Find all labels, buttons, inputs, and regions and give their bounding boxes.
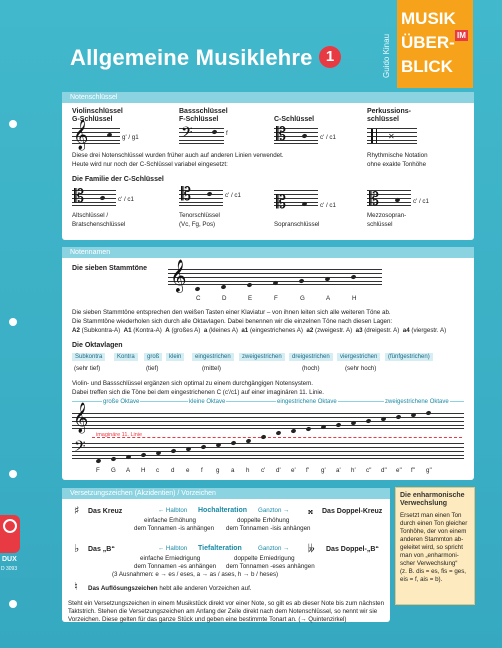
body-text: einfache Erhöhung bbox=[144, 517, 196, 524]
note-name: d'' bbox=[381, 467, 387, 474]
note-name: E bbox=[248, 295, 253, 302]
body-text: (3 Ausnahmen: e → es / eses, a → as / ases, h → b / heses) bbox=[112, 571, 279, 578]
box-text: (z. B. dis = es, fis = ges, bbox=[400, 568, 467, 575]
note-name: e'' bbox=[396, 467, 402, 474]
semitone-label: ← Halbton bbox=[158, 507, 188, 514]
box-text: durch einen Ton gleicher bbox=[400, 520, 468, 527]
body-text: ohne exakte Tonhöhe bbox=[367, 161, 427, 168]
octave-desc: (hoch) bbox=[302, 365, 320, 372]
octave-desc: (sehr tief) bbox=[74, 365, 101, 372]
note-icon bbox=[220, 284, 226, 289]
publisher-icon bbox=[3, 519, 17, 533]
clef-note-label: c' / c1 bbox=[413, 198, 429, 205]
note-name: g'' bbox=[426, 467, 432, 474]
body-text: Steht ein Versetzungszeichen in einem Musikstück direkt vor einer Note, so gilt es ab dieser Note bis zum nächsten bbox=[68, 600, 385, 607]
note-icon bbox=[305, 426, 311, 431]
vorzeichen-card bbox=[62, 488, 390, 622]
bass-clef-subtitle: F-Schlüssel bbox=[179, 116, 219, 123]
percussion-clef-title: Perkussions- bbox=[367, 108, 411, 115]
octave-box: klein bbox=[166, 353, 184, 361]
note-name: A bbox=[326, 295, 331, 302]
flat-title: Das „B“ bbox=[88, 546, 115, 553]
note-name: A bbox=[126, 467, 131, 474]
page-title: Allgemeine Musiklehre bbox=[70, 45, 313, 70]
body-text: einfache Erniedrigung bbox=[140, 555, 201, 562]
note-icon bbox=[110, 456, 116, 461]
box-text: Ersetzt man einen Ton bbox=[400, 512, 462, 519]
semitone-label: ← Halbton bbox=[158, 545, 188, 552]
octave-label: eingestrichene Oktave bbox=[277, 399, 337, 405]
whole-tone-label: Ganzton → bbox=[258, 545, 290, 552]
treble-clef-icon: 𝄞 bbox=[73, 120, 89, 150]
percussion-clef-icon bbox=[371, 129, 377, 143]
clef-note-label: c' / c1 bbox=[320, 202, 336, 209]
clef-name: Mezzosopran- bbox=[367, 212, 407, 219]
octave-desc: (tief) bbox=[146, 365, 159, 372]
box-text: man von „enharmoni- bbox=[400, 552, 459, 559]
note-icon bbox=[95, 458, 101, 463]
subsection-title: Die Oktavlagen bbox=[72, 342, 123, 349]
treble-clef-icon: 𝄞 bbox=[170, 259, 187, 292]
body-text: Die sieben Stammtöne entsprechen den weißen Tasten einer Klaviatur – von ihnen leiten sich alle weiteren Töne ab. bbox=[72, 309, 391, 316]
octave-box: eingestrichen bbox=[192, 353, 234, 361]
note-name: a' bbox=[336, 467, 341, 474]
note-icon bbox=[194, 286, 200, 291]
treble-staff bbox=[72, 413, 464, 429]
note-name: F bbox=[96, 467, 100, 474]
note-name: c'' bbox=[366, 467, 372, 474]
box-text: scher Verwechslung“ bbox=[400, 560, 458, 567]
note-name: H bbox=[352, 295, 357, 302]
sharp-icon: ♯ bbox=[74, 504, 80, 517]
binder-hole bbox=[9, 600, 17, 608]
clef-note-label: c' / c1 bbox=[225, 192, 241, 199]
note-name: g bbox=[216, 467, 220, 474]
note-name: e' bbox=[291, 467, 296, 474]
box-text: eis = f, ais = b). bbox=[400, 576, 443, 583]
note-name: f bbox=[201, 467, 203, 474]
octave-box: Kontra bbox=[114, 353, 138, 361]
octave-box: groß bbox=[144, 353, 162, 361]
double-sharp-icon: 𝄪 bbox=[308, 504, 313, 517]
note-name: c bbox=[156, 467, 160, 474]
octave-names-line: A2 (Subkontra-A) A1 (Kontra-A) A (großes A) a (kleines A) a1 (eingestrichenes A) a2 (zweigestr. A) a3 (dreigestr. A) a4 (viergestr. A) bbox=[72, 327, 447, 334]
octave-box: zweigestrichen bbox=[239, 353, 285, 361]
logo bbox=[397, 0, 473, 88]
note-name: G bbox=[111, 467, 116, 474]
body-text: Die Stammtöne wiederholen sich durch alle Oktavlagen. Dabei benennen wir die einzelnen Töne nach diesen Lagen: bbox=[72, 318, 393, 325]
octave-box: viergestrichen bbox=[337, 353, 380, 361]
note-name: d' bbox=[276, 467, 281, 474]
clef-note-label: g' / g1 bbox=[122, 134, 139, 141]
publisher-code: D 3093 bbox=[1, 566, 18, 572]
violin-clef-subtitle: G-Schlüssel bbox=[72, 116, 113, 123]
c-clef-icon: 𝄡 bbox=[369, 189, 380, 210]
note-name: h' bbox=[351, 467, 356, 474]
box-text: geleitet wird, so spricht bbox=[400, 544, 463, 551]
clef-name: (Vc, Fg, Pos) bbox=[179, 221, 216, 228]
note-name: h bbox=[246, 467, 250, 474]
note-icon bbox=[275, 430, 281, 435]
sharp-title: Das Kreuz bbox=[88, 508, 123, 515]
body-text: dem Tonnamen -es anhängen bbox=[134, 563, 217, 570]
bass-clef-icon: 𝄢 bbox=[74, 438, 86, 459]
body-text: Rhythmische Notation bbox=[367, 152, 428, 159]
note-name: D bbox=[222, 295, 227, 302]
whole-tone-label: Ganzton → bbox=[258, 507, 290, 514]
octave-desc: (mittel) bbox=[202, 365, 221, 372]
note-name: f'' bbox=[411, 467, 416, 474]
double-flat-title: Das Doppel-„B“ bbox=[326, 546, 379, 553]
natural-line: Das Auflösungszeichen hebt alle anderen Vorzeichen auf. bbox=[88, 585, 252, 592]
note-name: G bbox=[300, 295, 305, 302]
flat-icon: ♭ bbox=[74, 542, 80, 555]
c-clef-icon: 𝄡 bbox=[276, 192, 287, 213]
clef-note-label: f bbox=[226, 130, 228, 137]
body-text: doppelte Erhöhung bbox=[237, 517, 290, 524]
body-text: dem Tonnamen -isis anhängen bbox=[226, 525, 311, 532]
section-heading: Notenschlüssel bbox=[62, 92, 474, 103]
c-clef-icon: 𝄡 bbox=[181, 184, 192, 205]
octave-box: dreigestrichen bbox=[289, 353, 333, 361]
logo-badge: IM bbox=[457, 31, 466, 40]
publisher-logo bbox=[0, 515, 20, 553]
octave-box: Subkontra bbox=[72, 353, 105, 361]
double-flat-icon: 𝄫 bbox=[308, 542, 315, 555]
body-text: doppelte Erniedrigung bbox=[234, 555, 295, 562]
body-text: Violin- und Bassschlüssel ergänzen sich optimal zu einem durchgängigen Notensystem. bbox=[72, 380, 313, 387]
box-text: anderen Stammton ab- bbox=[400, 536, 464, 543]
section-heading: Notennamen bbox=[62, 247, 474, 258]
percussion-clef-subtitle: schlüssel bbox=[367, 116, 399, 123]
note-name: F bbox=[274, 295, 278, 302]
c-clef-icon: 𝄡 bbox=[74, 186, 85, 207]
logo-text: ÜBER- bbox=[401, 33, 455, 52]
body-text: Taktstrich. Stehen die Versetzungszeichen am Anfang der Zeile direkt nach dem Notenschlüssel, so nennt wir sie bbox=[68, 608, 378, 615]
notenschluessel-card bbox=[62, 92, 474, 240]
octave-label: große Oktave bbox=[103, 399, 140, 405]
raise-label: Hochalteration bbox=[198, 507, 248, 514]
c-clef-title: C-Schlüssel bbox=[274, 116, 315, 123]
note-name: a bbox=[231, 467, 235, 474]
octave-box: (fünfgestrichen) bbox=[385, 353, 433, 361]
treble-clef-icon: 𝄞 bbox=[73, 403, 89, 433]
lower-label: Tiefalteration bbox=[198, 545, 242, 552]
notennamen-card bbox=[62, 247, 474, 480]
note-name: C bbox=[196, 295, 201, 302]
imaginary-line-label: imaginäre 11. Linie bbox=[96, 432, 143, 438]
logo-text: MUSIK bbox=[401, 9, 456, 28]
binder-hole bbox=[9, 120, 17, 128]
clef-name: Altschlüssel / bbox=[72, 212, 109, 219]
box-title: Verwechslung bbox=[400, 500, 448, 507]
note-name: d bbox=[171, 467, 175, 474]
note-icon bbox=[290, 428, 296, 433]
octave-label: zweigestrichene Oktave bbox=[385, 399, 449, 405]
note-name: e bbox=[186, 467, 190, 474]
note-name: H bbox=[141, 467, 146, 474]
note-name: c' bbox=[261, 467, 266, 474]
natural-icon: ♮ bbox=[74, 580, 78, 593]
x-note-icon: ✕ bbox=[388, 132, 395, 141]
body-text: dem Tonnamen -eses anhängen bbox=[226, 563, 315, 570]
note-name: g' bbox=[321, 467, 326, 474]
section-heading: Versetzungszeichen (Akzidentien) / Vorzeichen bbox=[62, 488, 390, 499]
binder-hole bbox=[9, 318, 17, 326]
octave-desc: (sehr hoch) bbox=[345, 365, 377, 372]
clef-name: Sopranschlüssel bbox=[274, 221, 320, 228]
binder-hole bbox=[9, 470, 17, 478]
c-clef-icon: 𝄡 bbox=[276, 124, 287, 145]
body-text: Dabei treffen sich die Töne bei dem eingestrichenen C (c'/c1) auf einer imaginären 11. Linie. bbox=[72, 389, 324, 396]
note-icon bbox=[260, 434, 266, 439]
box-title: Die enharmonische bbox=[400, 492, 465, 499]
logo-text: BLICK bbox=[401, 57, 453, 76]
note-name: f' bbox=[306, 467, 309, 474]
box-text: Tonhöhe, der von einem bbox=[400, 528, 467, 535]
violin-clef-title: Violinschlüssel bbox=[72, 108, 123, 115]
bass-clef-icon: 𝄢 bbox=[181, 124, 193, 145]
imaginary-line bbox=[92, 437, 462, 438]
enharmonic-box bbox=[395, 487, 475, 605]
body-text: Diese drei Notenschlüssel wurden früher auch auf anderen Linien verwendet. bbox=[72, 152, 284, 159]
bass-clef-title: Bassschlüssel bbox=[179, 108, 228, 115]
volume-badge: 1 bbox=[319, 46, 341, 68]
clef-name: Tenorschlüssel bbox=[179, 212, 220, 219]
body-text: Heute wird nur noch der C-Schlüssel variabel eingesetzt: bbox=[72, 161, 228, 168]
octave-label: kleine Oktave bbox=[189, 399, 226, 405]
publisher-name: DUX bbox=[2, 556, 17, 563]
subsection-title: Die Familie der C-Schlüssel bbox=[72, 176, 164, 183]
clef-note-label: c' / c1 bbox=[320, 134, 336, 141]
clef-name: Bratschenschlüssel bbox=[72, 221, 126, 228]
body-text: dem Tonnamen -is anhängen bbox=[134, 525, 215, 532]
author-name: Guido Kinau bbox=[382, 33, 391, 78]
body-text: Vorzeichen. Diese gelten für das ganze Stück und geben eine bestimmte Tonart an. (→ Quintenzirkel) bbox=[68, 616, 347, 623]
clef-note-label: c' / c1 bbox=[118, 196, 134, 203]
double-sharp-title: Das Doppel-Kreuz bbox=[322, 508, 383, 515]
subsection-title: Die sieben Stammtöne bbox=[72, 265, 148, 272]
clef-name: schlüssel bbox=[367, 221, 393, 228]
note-icon bbox=[246, 282, 252, 287]
